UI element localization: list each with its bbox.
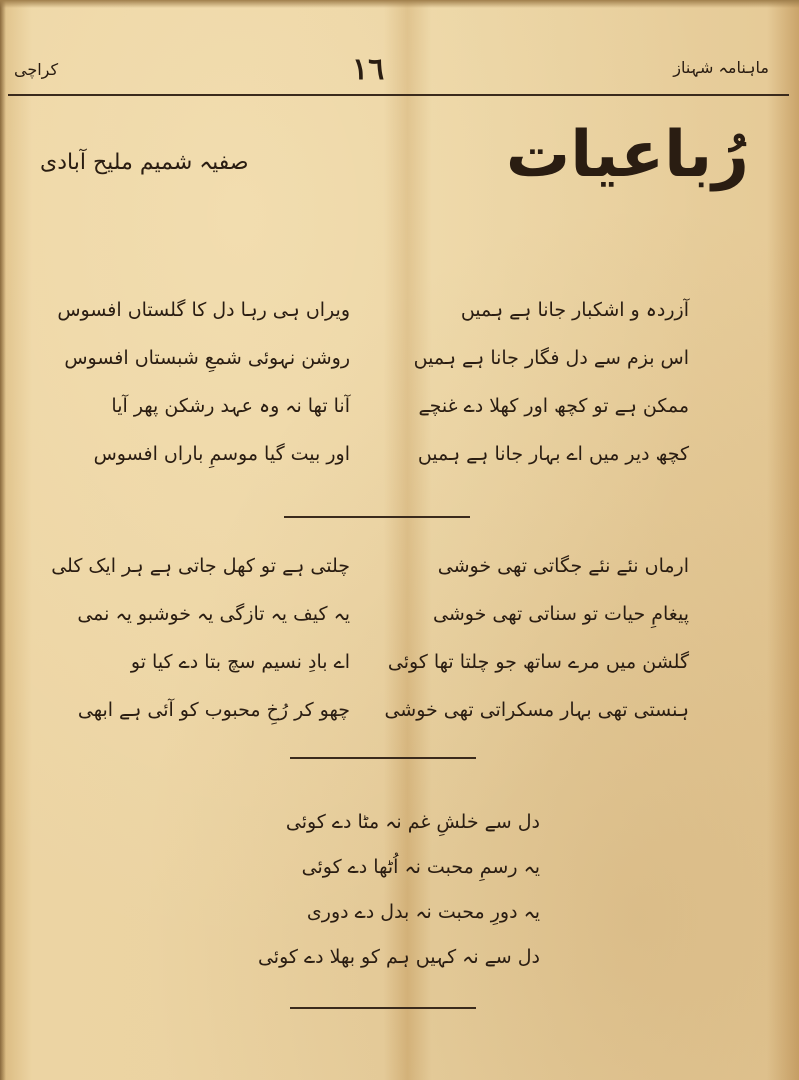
stanza-line: چھو کر رُخِ محبوب کو آئی ہے ابھی	[77, 699, 350, 721]
stanza-line: اے بادِ نسیم سچ بتا دے کیا تو	[130, 651, 350, 673]
section-divider	[284, 516, 470, 518]
stanza-line: دل سے نہ کہیں ہم کو بھلا دے کوئی	[257, 946, 540, 968]
journal-name: ماہنامہ شہناز	[673, 58, 769, 77]
page-edge-shadow	[0, 0, 6, 1080]
stanza-line: آزردہ و اشکبار جانا ہے ہمیں	[460, 299, 689, 321]
stanza-line: آنا تھا نہ وہ عہد رشکن پھر آیا	[111, 395, 350, 417]
stanza-line: یہ کیف یہ تازگی یہ خوشبو یہ نمی	[77, 603, 350, 625]
stanza-5	[257, 800, 540, 980]
stanza-line: چلتی ہے تو کھل جاتی ہے ہر ایک کلی	[51, 555, 350, 577]
stanza-1	[399, 286, 689, 478]
stanza-line: ممکن ہے تو کچھ اور کھلا دے غنچے	[418, 395, 689, 417]
author-name: صفیہ شمیم ملیح آبادی	[40, 150, 249, 175]
stanza-line: کچھ دیر میں اے بہار جانا ہے ہمیں	[417, 443, 689, 465]
stanza-line: روشن نہوئی شمعِ شبستاں افسوس	[64, 347, 350, 369]
section-divider	[290, 757, 476, 759]
stanza-line: پیغامِ حیات تو سناتی تھی خوشی	[433, 603, 689, 625]
stanza-2	[57, 286, 350, 478]
city-name: کراچی	[14, 60, 59, 79]
stanza-line: یہ رسمِ محبت نہ اُٹھا دے کوئی	[301, 856, 540, 878]
section-divider	[290, 1007, 476, 1009]
stanza-line: یہ دورِ محبت نہ بدل دے دوری	[306, 901, 540, 923]
stanza-line: ہنستی تھی بہار مسکراتی تھی خوشی	[384, 699, 689, 721]
stanza-3	[384, 542, 689, 734]
stanza-line: ویراں ہی رہا دل کا گلستاں افسوس	[57, 299, 350, 321]
page-top-shadow	[0, 0, 799, 8]
page-number: ١٦	[352, 52, 385, 87]
stanza-line: ارماں نئے نئے جگاتی تھی خوشی	[437, 555, 689, 577]
stanza-line: اور بیت گیا موسمِ باراں افسوس	[93, 443, 350, 465]
header-rule	[8, 94, 789, 96]
stanza-4	[51, 542, 350, 734]
stanza-line: گلشن میں مرے ساتھ جو چلتا تھا کوئی	[387, 651, 689, 673]
page-title: رُباعیات	[505, 118, 749, 192]
stanza-line: اس بزم سے دل فگار جانا ہے ہمیں	[413, 347, 689, 369]
stanza-line: دل سے خلشِ غم نہ مٹا دے کوئی	[285, 811, 540, 833]
